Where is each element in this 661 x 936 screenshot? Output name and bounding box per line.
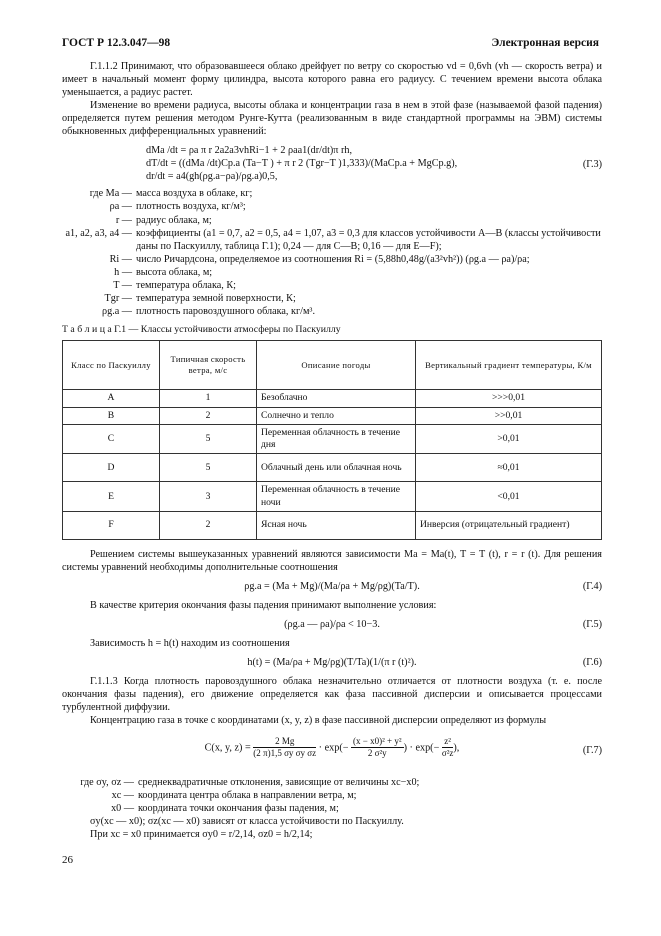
where-item: где σy, σz — среднеквадратичные отклонения, зависящие от величины xc−x0;	[80, 776, 420, 788]
table-caption: Т а б л и ц а Г.1 — Классы устойчивости атмосферы по Паскуиллу	[62, 323, 341, 335]
paragraph-criterion: В качестве критерия окончания фазы падения принимают выполнение условия:	[90, 600, 437, 612]
standard-title: ГОСТ Р 12.3.047—98	[62, 37, 171, 49]
table-row: С 5 Переменная облачность в течение дня >0,01	[63, 424, 602, 454]
page-number: 26	[62, 854, 73, 866]
where-list-1	[62, 187, 602, 317]
where-item: ρg.a — плотность паровоздушного облака, кг/м³.	[102, 305, 316, 317]
table-row: D 5 Облачный день или облачная ночь ≈0,01	[63, 454, 602, 482]
where-item: Ri — число Ричардсона, определяемое из соотношения Ri = (5,88h0,48g/(a3²vh²)) (ρg.a — ρa)/ρa;	[109, 253, 530, 265]
where-list-2	[62, 776, 602, 815]
where-item: xc — координата центра облака в направлении ветра, м;	[111, 789, 357, 801]
equation-g3	[62, 144, 602, 183]
table-row: А 1 Безоблачно >>>0,01	[63, 390, 602, 407]
paragraph-g113: Г.1.1.3 Когда плотность паровоздушного облака незначительно отличается от плотности воздуха (т. е. после окончания фазы падения), его движение определяется как фаза пассивной дисперсии и описывается процессами турбулентной диффузии.	[62, 676, 602, 714]
paragraph-solution: Решением системы вышеуказанных уравнений являются зависимости Ma = Ma(t), T = T (t), r = r (t). Для решения системы уравнений необходимы дополнительные соотношения	[62, 549, 602, 574]
equation-g4: ρg.a = (Ma + Mg)/(Ma/ρa + Mg/ρg)(Ta/T). (Г.4)	[244, 581, 602, 593]
table-header: Вертикальный градиент температуры, К/м	[416, 341, 602, 390]
paragraph-g112: Г.1.1.2 Принимают, что образовавшееся облако дрейфует по ветру со скоростью vd = 0,6vh (vh — скорость ветра) и имеет в начальный момент форму цилиндра, высота которого равна его радиусу. С течением времени высота облака уменьшается, а радиус растет.	[62, 61, 602, 99]
equation-g3-line3: dr/dt = a4(gh(ρg.a−ρa)/ρg.a)0,5,	[146, 171, 278, 183]
version-label: Электронная версия	[491, 37, 599, 49]
equation-g3-line2: dT/dt = ((dMa /dt)Cp.a (Ta−T ) + π r 2 (Tgr−T )1,333)/(MaCp.a + MgCp.g),	[146, 158, 458, 170]
where-item: Tgr — температура земной поверхности, К;	[104, 292, 296, 304]
table-header: Класс по Паскуиллу	[63, 341, 160, 390]
table-header: Описание погоды	[257, 341, 416, 390]
table-header-row	[63, 341, 602, 390]
where-item: h — высота облака, м;	[114, 266, 213, 278]
table-row: Е 3 Переменная облачность в течение ночи <0,01	[63, 482, 602, 512]
where-item: T — температура облака, К;	[113, 279, 236, 291]
where-item: a1, a2, a3, a4 — коэффициенты (a1 = 0,7, a2 = 0,5, a4 = 1,07, a3 = 0,3 для классов устойчивости А—В (классы устойчивости даны по Паскуиллу, таблица Г.1); 0,24 — для С—В; 0,16 — для Е—F);	[65, 227, 601, 252]
paragraph-initial: При xc = x0 принимается σy0 = r/2,14, σz0 = h/2,14;	[90, 828, 313, 840]
equation-g7: C(x, y, z) = $\frac{2 Mg}{\text{(2 π)1,5 σy σy σz}}$ · exp(− $\frac{\text{(x − x0)² + y²}}{\text{2 σ²y}}$ ) · exp(− $\frac{\text{z²}}{\text{σ²z}}$ ), (Г.7)	[204, 735, 602, 759]
where-item: r — радиус облака, м;	[115, 214, 212, 226]
equation-g5: (ρg.a — ρa)/ρa < 10−3. (Г.5)	[284, 619, 602, 631]
table-header: Типичная скорость ветра, м/с	[160, 341, 257, 390]
paragraph-concentration: Концентрацию газа в точке с координатами (x, y, z) в фазе пассивной дисперсии определяют из формулы	[90, 715, 547, 727]
where-item: ρa — плотность воздуха, кг/м³;	[109, 201, 246, 213]
where-item: где Ma — масса воздуха в облаке, кг;	[89, 188, 253, 200]
equation-g3-line1: dMa /dt = ρa π r 2a2a3vhRi−1 + 2 ρaa1(dr/dt)π rh,	[146, 145, 353, 157]
equation-g6: h(t) = (Ma/ρa + Mg/ρg)(T/Ta)(1/(π r (t)²). (Г.6)	[247, 657, 602, 669]
paragraph-sigma: σy(xc — x0); σz(xc — x0) зависят от класса устойчивости по Паскуиллу.	[90, 815, 404, 827]
document-body	[62, 60, 602, 841]
stability-table	[62, 340, 602, 540]
paragraph-dependency: Зависимость h = h(t) находим из соотношения	[90, 638, 290, 650]
equation-number: (Г.3)	[582, 159, 602, 171]
paragraph-radius-change: Изменение во времени радиуса, высоты облака и концентрации газа в нем в этой фазе (называемой фазой падения) определяется путем решения методом Рунге-Кутта (реализованным в виде стандартной программы на ЭВМ) системы обыкновенных дифференциальных уравнений:	[62, 100, 602, 138]
where-item: x0 — координата точки окончания фазы падения, м;	[111, 802, 339, 814]
table-row: F 2 Ясная ночь Инверсия (отрицательный градиент)	[63, 512, 602, 540]
table-row: В 2 Солнечно и тепло >>0,01	[63, 407, 602, 424]
